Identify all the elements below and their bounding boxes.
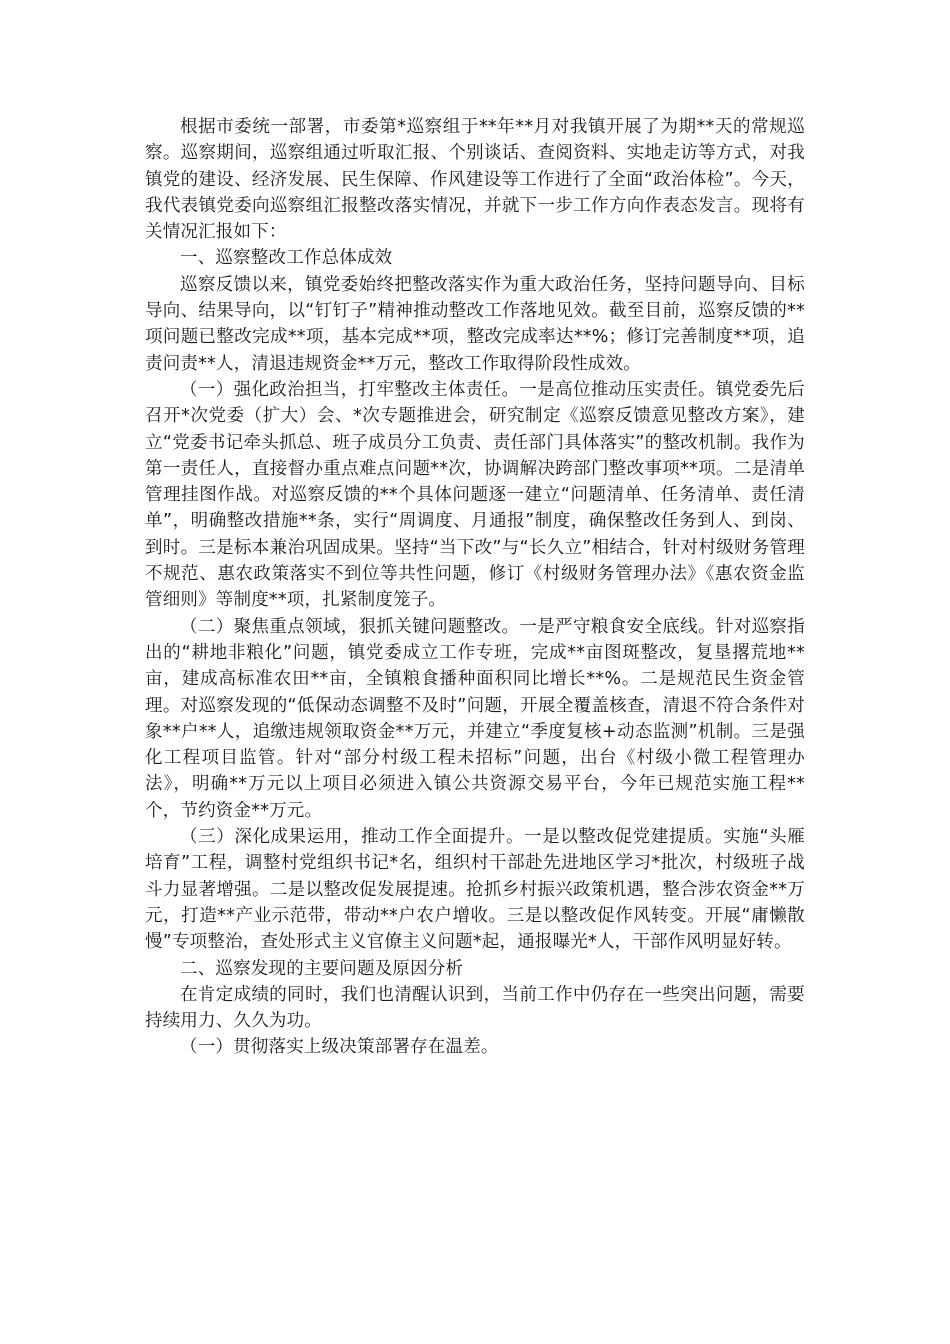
intro-paragraph: 根据市委统一部署，市委第*巡察组于**年**月对我镇开展了为期**天的常规巡察。巡察期间，巡察组通过听取汇报、个别谈话、查阅资料、实地走访等方式，对我镇党的建设、经济发展、民生保障、作风建设等工作进行了全面“政治体检”。今天，我代表镇党委向巡察组汇报整改落实情况，并就下一步工作方向作表态发言。现将有关情况汇报如下： — [145, 117, 805, 243]
document-body — [145, 114, 805, 1061]
section-heading-2: 二、巡察发现的主要问题及原因分析 — [180, 958, 464, 979]
subsection-3-paragraph: （三）深化成果运用，推动工作全面提升。一是以整改促党建提质。实施“头雁培育”工程，调整村党组织书记*名，组织村干部赴先进地区学习*批次，村级班子战斗力显著增强。二是以整改促发展提速。抢抓乡村振兴政策机遇，整合涉农资金**万元，打造**产业示范带，带动**户农户增收。三是以整改促作风转变。开展“庸懒散慢”专项整治，查处形式主义官僚主义问题*起，通报曝光*人，干部作风明显好转。 — [145, 827, 805, 953]
subsection-2-paragraph: （二）聚焦重点领域，狠抓关键问题整改。一是严守粮食安全底线。针对巡察指出的“耕地非粮化”问题，镇党委成立工作专班，完成**亩图斑整改，复垦撂荒地**亩，建成高标准农田**亩，全镇粮食播种面积同比增长**%。二是规范民生资金管理。对巡察发现的“低保动态调整不及时”问题，开展全覆盖核查，清退不符合条件对象**户**人，追缴违规领取资金**万元，并建立“季度复核+动态监测”机制。三是强化工程项目监管。针对“部分村级工程未招标”问题，出台《村级小微工程管理办法》，明确**万元以上项目必须进入镇公共资源交易平台，今年已规范实施工程**个，节约资金**万元。 — [145, 616, 805, 821]
subsection-1-paragraph: （一）强化政治担当，打牢整改主体责任。一是高位推动压实责任。镇党委先后召开*次党委（扩大）会、*次专题推进会，研究制定《巡察反馈意见整改方案》，建立“党委书记牵头抓总、班子成员分工负责、责任部门具体落实”的整改机制。我作为第一责任人，直接督办重点难点问题**次，协调解决跨部门整改事项**项。二是清单管理挂图作战。对巡察反馈的**个具体问题逐一建立“问题清单、任务清单、责任清单”，明确整改措施**条，实行“周调度、月通报”制度，确保整改任务到人、到岗、到时。三是标本兼治巩固成果。坚持“当下改”与“长久立”相结合，针对村级财务管理不规范、惠农政策落实不到位等共性问题，修订《村级财务管理办法》《惠农资金监管细则》等制度**项，扎紧制度笼子。 — [145, 379, 805, 611]
summary-paragraph: 巡察反馈以来，镇党委始终把整改落实作为重大政治任务，坚持问题导向、目标导向、结果导向，以“钉钉子”精神推动整改工作落地见效。截至目前，巡察反馈的**项问题已整改完成**项，基本完成**项，整改完成率达**%；修订完善制度**项，追责问责**人，清退违规资金**万元，整改工作取得阶段性成效。 — [145, 274, 805, 374]
section-heading-1: 一、巡察整改工作总体成效 — [180, 248, 393, 269]
problems-intro-paragraph: 在肯定成绩的同时，我们也清醒认识到，当前工作中仍存在一些突出问题，需要持续用力、久久为功。 — [145, 984, 805, 1032]
problem-1-heading: （一）贯彻落实上级决策部署存在温差。 — [180, 1037, 499, 1058]
